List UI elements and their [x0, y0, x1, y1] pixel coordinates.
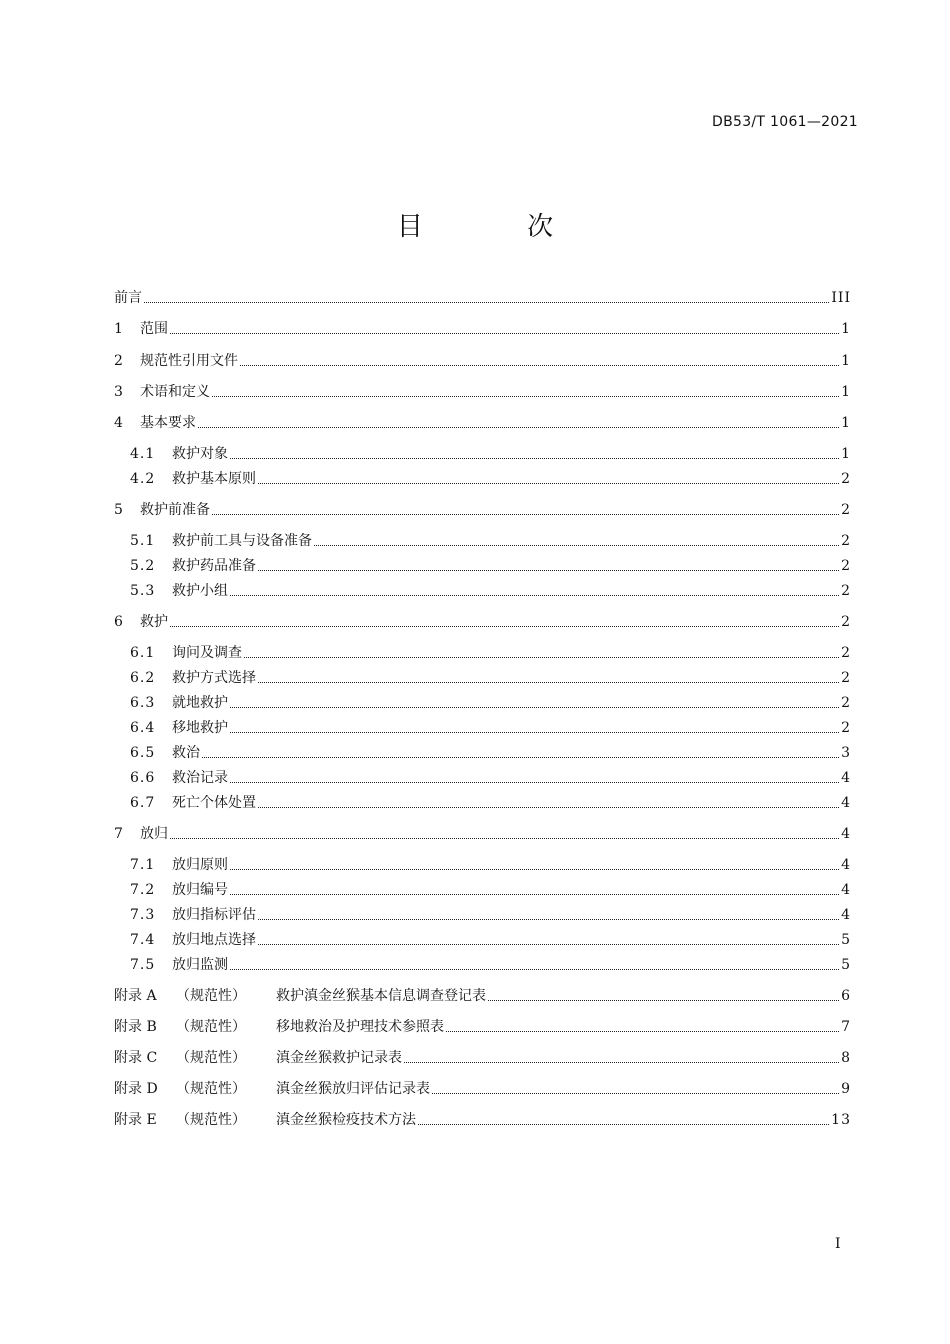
toc-entry-number: 5.3	[130, 583, 156, 599]
toc-entry-page: 1	[841, 446, 851, 462]
toc-entry-number: 7.2	[130, 882, 156, 898]
toc-entry-number: 6.1	[130, 645, 156, 661]
dot-leader	[230, 869, 839, 870]
toc-entry-label: 就地救护	[172, 695, 228, 711]
dot-leader	[230, 782, 839, 783]
toc-entry-page: 2	[841, 558, 851, 574]
appendix-page: 9	[841, 1081, 851, 1097]
toc-entry-page: 4	[841, 882, 851, 898]
toc-entry-page: 1	[841, 353, 851, 369]
toc-entry[interactable]	[130, 792, 851, 814]
toc-entry-label: 放归原则	[172, 857, 228, 873]
toc-entry-page: 4	[841, 826, 851, 842]
toc-entry-label: 救护药品准备	[172, 558, 256, 574]
toc-entry-label: 基本要求	[140, 415, 196, 431]
toc-entry-page: 4	[841, 770, 851, 786]
toc-entry[interactable]	[130, 767, 851, 789]
toc-entry[interactable]	[130, 929, 851, 951]
toc-entry-label: 术语和定义	[140, 384, 210, 400]
toc-entry-number: 6.2	[130, 670, 156, 686]
appendix-title: 移地救治及护理技术参照表	[276, 1019, 444, 1035]
toc-entry-page: 4	[841, 907, 851, 923]
toc-appendix-entry[interactable]	[114, 1109, 851, 1131]
toc-entry-label: 救护基本原则	[172, 471, 256, 487]
toc-entry-number: 6.3	[130, 695, 156, 711]
dot-leader	[170, 838, 839, 839]
toc-entry-number: 5.2	[130, 558, 156, 574]
appendix-title: 滇金丝猴放归评估记录表	[276, 1081, 430, 1097]
dot-leader	[202, 757, 839, 758]
toc-entry-page: 1	[841, 384, 851, 400]
toc-entry-label: 范围	[140, 321, 168, 337]
toc-entry-page: 5	[841, 957, 851, 973]
toc-entry[interactable]	[130, 530, 851, 552]
dot-leader	[244, 657, 839, 658]
dot-leader	[404, 1062, 839, 1063]
toc-entry-number: 7.5	[130, 957, 156, 973]
toc-entry[interactable]	[130, 854, 851, 876]
document-code: DB53/T 1061—2021	[712, 114, 858, 130]
toc-entry-page: 5	[841, 932, 851, 948]
toc-entry-label: 救护对象	[172, 446, 228, 462]
dot-leader	[418, 1124, 829, 1125]
toc-entry-label: 死亡个体处置	[172, 795, 256, 811]
toc-entry-label: 救护小组	[172, 583, 228, 599]
toc-entry-page: 4	[841, 795, 851, 811]
toc-entry[interactable]	[114, 287, 851, 309]
toc-entry-page: 2	[841, 645, 851, 661]
appendix-label: 附录 A	[114, 988, 157, 1004]
toc-entry[interactable]	[130, 692, 851, 714]
appendix-type: （规范性）	[176, 1019, 246, 1035]
dot-leader	[258, 807, 839, 808]
page-title: 目 次	[396, 212, 602, 242]
dot-leader	[432, 1093, 839, 1094]
appendix-title: 滇金丝猴检疫技术方法	[276, 1112, 416, 1128]
appendix-page: 6	[841, 988, 851, 1004]
toc-entry[interactable]	[130, 555, 851, 577]
toc-entry-label: 前言	[114, 290, 142, 306]
toc-entry[interactable]	[114, 611, 851, 633]
toc-appendix-entry[interactable]	[114, 985, 851, 1007]
appendix-type: （规范性）	[176, 988, 246, 1004]
dot-leader	[230, 894, 839, 895]
toc-entry-page: 2	[841, 583, 851, 599]
dot-leader	[258, 919, 839, 920]
appendix-title: 救护滇金丝猴基本信息调查登记表	[276, 988, 486, 1004]
dot-leader	[258, 682, 839, 683]
dot-leader	[314, 545, 839, 546]
appendix-title: 滇金丝猴救护记录表	[276, 1050, 402, 1066]
toc-entry[interactable]	[130, 742, 851, 764]
dot-leader	[144, 302, 829, 303]
toc-entry[interactable]	[130, 879, 851, 901]
toc-entry-number: 6.5	[130, 745, 156, 761]
toc-entry-label: 救护前工具与设备准备	[172, 533, 312, 549]
toc-entry-number: 7	[114, 826, 124, 842]
dot-leader	[488, 1000, 839, 1001]
toc-entry[interactable]	[130, 642, 851, 664]
toc-entry-number: 6.6	[130, 770, 156, 786]
toc-entry-number: 6.7	[130, 795, 156, 811]
toc-entry-label: 放归编号	[172, 882, 228, 898]
toc-entry[interactable]	[114, 499, 851, 521]
toc-entry-number: 4.1	[130, 446, 156, 462]
dot-leader	[212, 396, 839, 397]
toc-entry[interactable]	[114, 823, 851, 845]
toc-appendix-entry[interactable]	[114, 1047, 851, 1069]
dot-leader	[230, 595, 839, 596]
toc-entry[interactable]	[114, 350, 851, 372]
toc-entry-number: 6	[114, 614, 124, 630]
toc-entry-page: 1	[841, 321, 851, 337]
toc-entry-number: 4.2	[130, 471, 156, 487]
toc-entry-label: 救治记录	[172, 770, 228, 786]
toc-entry-number: 6.4	[130, 720, 156, 736]
toc-entry-number: 3	[114, 384, 124, 400]
appendix-type: （规范性）	[176, 1081, 246, 1097]
toc-entry[interactable]	[114, 318, 851, 340]
toc-entry-number: 1	[114, 321, 124, 337]
toc-entry[interactable]	[130, 468, 851, 490]
toc-entry[interactable]	[130, 954, 851, 976]
appendix-label: 附录 B	[114, 1019, 157, 1035]
toc-entry-number: 4	[114, 415, 124, 431]
toc-entry-label: 放归监测	[172, 957, 228, 973]
toc-entry-page: 1	[841, 415, 851, 431]
toc-entry-page: 2	[841, 670, 851, 686]
dot-leader	[230, 458, 839, 459]
toc-entry-page: 2	[841, 502, 851, 518]
dot-leader	[258, 944, 839, 945]
toc-entry-page: 2	[841, 720, 851, 736]
toc-entry[interactable]	[114, 412, 851, 434]
appendix-page: 7	[841, 1019, 851, 1035]
dot-leader	[230, 732, 839, 733]
appendix-type: （规范性）	[176, 1112, 246, 1128]
toc-entry-page: III	[831, 290, 851, 306]
toc-entry-page: 4	[841, 857, 851, 873]
dot-leader	[198, 427, 839, 428]
appendix-label: 附录 E	[114, 1112, 157, 1128]
toc-entry-label: 救护	[140, 614, 168, 630]
toc-entry[interactable]	[130, 443, 851, 465]
toc-entry-page: 2	[841, 695, 851, 711]
toc-entry-page: 2	[841, 533, 851, 549]
toc-entry[interactable]	[114, 381, 851, 403]
toc-entry-number: 5	[114, 502, 124, 518]
dot-leader	[230, 707, 839, 708]
toc-entry-label: 移地救护	[172, 720, 228, 736]
appendix-page: 8	[841, 1050, 851, 1066]
toc-entry-label: 询问及调查	[172, 645, 242, 661]
toc-entry-label: 救护前准备	[140, 502, 210, 518]
toc-entry-page: 2	[841, 471, 851, 487]
dot-leader	[240, 365, 839, 366]
toc-entry-label: 放归指标评估	[172, 907, 256, 923]
dot-leader	[258, 570, 839, 571]
dot-leader	[258, 483, 839, 484]
toc-entry[interactable]	[130, 904, 851, 926]
toc-entry-number: 2	[114, 353, 124, 369]
toc-entry-label: 救治	[172, 745, 200, 761]
dot-leader	[446, 1031, 839, 1032]
toc-entry-label: 救护方式选择	[172, 670, 256, 686]
dot-leader	[170, 626, 839, 627]
toc-appendix-entry[interactable]	[114, 1078, 851, 1100]
toc-entry-number: 7.1	[130, 857, 156, 873]
appendix-page: 13	[831, 1112, 851, 1128]
dot-leader	[170, 333, 839, 334]
toc-entry[interactable]	[130, 717, 851, 739]
appendix-label: 附录 C	[114, 1050, 158, 1066]
dot-leader	[212, 514, 839, 515]
toc-entry-label: 规范性引用文件	[140, 353, 238, 369]
toc-entry[interactable]	[130, 580, 851, 602]
toc-entry-label: 放归	[140, 826, 168, 842]
dot-leader	[230, 969, 839, 970]
appendix-label: 附录 D	[114, 1081, 158, 1097]
appendix-type: （规范性）	[176, 1050, 246, 1066]
toc-entry-page: 3	[841, 745, 851, 761]
toc-entry[interactable]	[130, 667, 851, 689]
toc-entry-page: 2	[841, 614, 851, 630]
toc-entry-number: 7.4	[130, 932, 156, 948]
footer-page-number: I	[835, 1236, 841, 1252]
toc-entry-number: 7.3	[130, 907, 156, 923]
toc-entry-number: 5.1	[130, 533, 156, 549]
toc-appendix-entry[interactable]	[114, 1016, 851, 1038]
toc-entry-label: 放归地点选择	[172, 932, 256, 948]
